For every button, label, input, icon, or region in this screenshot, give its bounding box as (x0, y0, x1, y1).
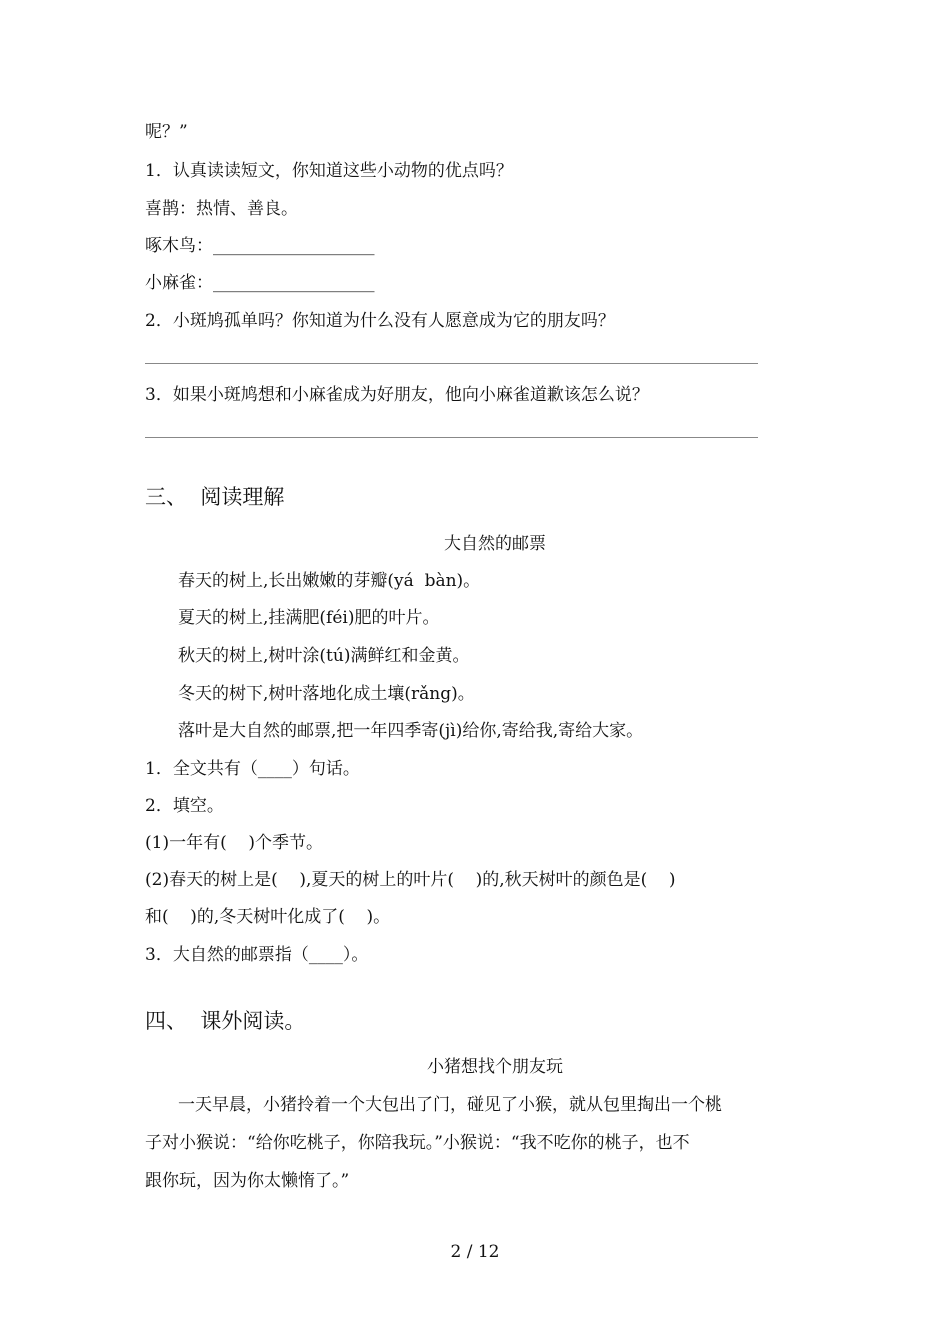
paragraph-spring: 春天的树上,长出嫩嫩的芽瓣(yá bàn)。 (178, 571, 481, 591)
paragraph-winter: 冬天的树下,树叶落地化成土壤(rǎng)。 (178, 684, 475, 704)
question-3-2-2a: (2)春天的树上是( ),夏天的树上的叶片( )的,秋天树叶的颜色是( ) (145, 870, 676, 890)
story-line-1: 一天早晨，小猪拎着一个大包出了门，碰见了小猴，就从包里掏出一个桃 (178, 1095, 722, 1115)
question-3-1: 1．全文共有（____）句话。 (145, 759, 360, 779)
passage-title-stamps: 大自然的邮票 (444, 534, 546, 554)
paragraph-autumn: 秋天的树上,树叶涂(tú)满鲜红和金黄。 (178, 646, 470, 666)
answer-line-q3 (145, 437, 758, 438)
answer-magpie: 喜鹊：热情、善良。 (145, 199, 298, 219)
paragraph-summer: 夏天的树上,挂满肥(féi)肥的叶片。 (178, 608, 440, 628)
answer-woodpecker: 啄木鸟：___________________ (145, 236, 375, 256)
section-heading-4: 四、 课外阅读。 (145, 1009, 306, 1033)
story-line-2: 子对小猴说：“给你吃桃子，你陪我玩。”小猴说：“我不吃你的桃子，也不 (145, 1133, 690, 1153)
question-3-3: 3．大自然的邮票指（____）。 (145, 945, 369, 965)
answer-sparrow: 小麻雀：___________________ (145, 273, 375, 293)
question-2: 2．小斑鸠孤单吗？你知道为什么没有人愿意成为它的朋友吗？ (145, 311, 615, 331)
passage-end: 呢？” (145, 122, 188, 142)
question-3-2: 2．填空。 (145, 796, 224, 816)
paragraph-conclusion: 落叶是大自然的邮票,把一年四季寄(jì)给你,寄给我,寄给大家。 (178, 721, 644, 741)
passage-title-pig: 小猪想找个朋友玩 (427, 1057, 563, 1077)
story-line-3: 跟你玩，因为你太懒惰了。” (145, 1171, 350, 1191)
page-number: 2 / 12 (450, 1242, 500, 1262)
question-3-2-1: (1)一年有( )个季节。 (145, 833, 323, 853)
question-3: 3．如果小斑鸠想和小麻雀成为好朋友，他向小麻雀道歉该怎么说？ (145, 385, 649, 405)
question-1: 1．认真读读短文，你知道这些小动物的优点吗？ (145, 161, 513, 181)
section-heading-3: 三、 阅读理解 (145, 485, 285, 509)
answer-line-q2 (145, 363, 758, 364)
question-3-2-2b: 和( )的,冬天树叶化成了( )。 (145, 907, 391, 927)
